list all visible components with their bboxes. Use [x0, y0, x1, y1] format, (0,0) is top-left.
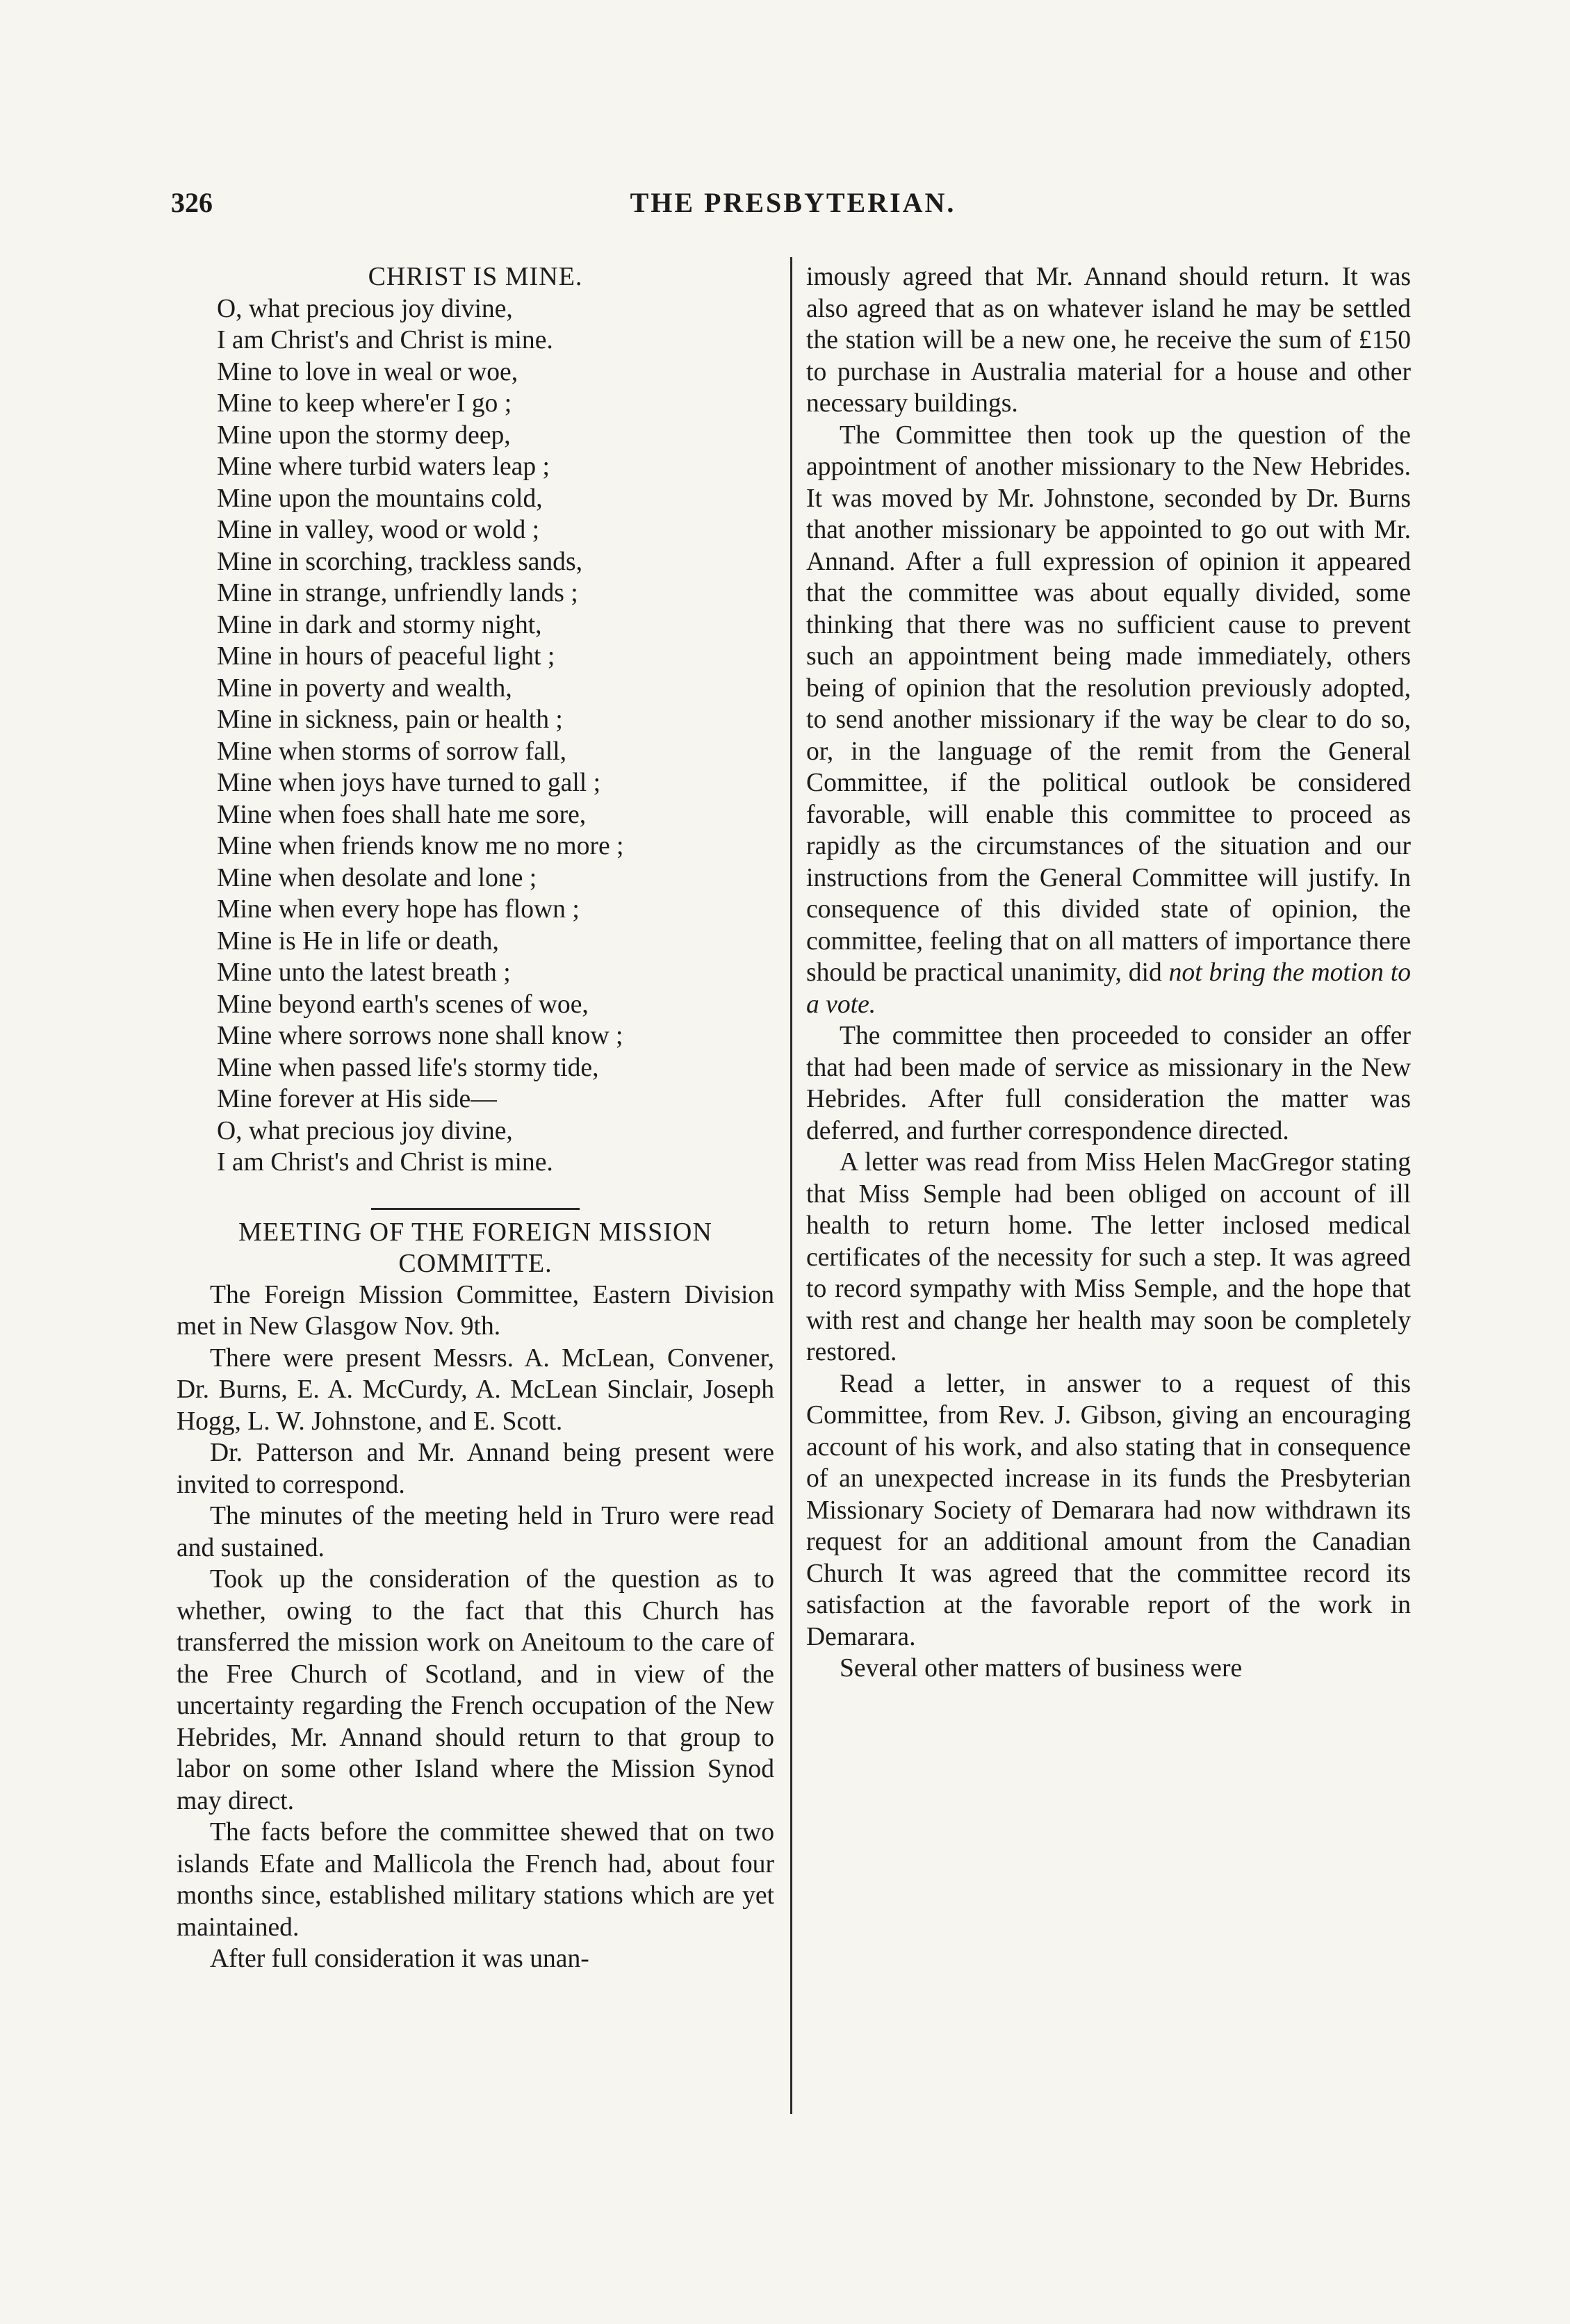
poem-line: O, what precious joy divine,	[217, 1116, 513, 1145]
poem-line: Mine where sorrows none shall know ;	[217, 1022, 623, 1050]
poem-line: Mine upon the stormy deep,	[217, 420, 511, 450]
paragraph-text: The Committee then took up the question of the appointment of another missionary to the New Hebrides. It was moved by Mr. Johnstone, seconded by Dr. Burns that another missionary be appointed to go out with Mr. Annand. After a full expression of opinion it appeared that the committee was about equally divided, some thinking that there was no sufficient cause to prevent such an appointment being made immediately, others being of opinion that the resolution previously adopted, to send another missionary if the way be clear to do so, or, in the language of the remit from the General Committee, if the political outlook be considered favorable, will enable this committee to proceed as rapidly as the circumstances of the situation and our instructions from the General Committee will justify. In consequence of this divided state of opinion, the committee, feeling that on all matters of importance there should be practical unanimity, did	[806, 420, 1411, 987]
poem-line: Mine when joys have turned to gall ;	[217, 769, 601, 797]
poem-title: CHRIST IS MINE.	[368, 262, 583, 291]
poem-line: Mine in sickness, pain or health ;	[217, 705, 563, 734]
column-divider	[790, 257, 792, 2114]
article-paragraph: The committee then proceeded to consider an offer that had been made of service as missionary in the New Hebrides. After full consideration the matter was deferred, and further correspondence directed.	[806, 1022, 1411, 1145]
poem-line: Mine in strange, unfriendly lands ;	[217, 579, 578, 607]
poem-line: Mine in scorching, trackless sands,	[217, 547, 582, 576]
article-paragraph: Took up the consideration of the question as to whether, owing to the fact that this Church has transferred the mission work on Aneitoum to the care of the Free Church of Scotland, and in view of the uncertainty regarding the French occupation of the New Hebrides, Mr. Annand should return to that group to labor on some other Island where the Mission Synod may direct.	[177, 1565, 774, 1815]
poem-line: Mine when passed life's stormy tide,	[217, 1053, 599, 1082]
running-title: THE PRESBYTERIAN.	[630, 187, 956, 218]
poem-line: Mine beyond earth's scenes of woe,	[217, 990, 589, 1019]
article-paragraph	[806, 420, 1411, 1021]
poem-line: I am Christ's and Christ is mine.	[217, 1148, 553, 1177]
article-paragraph: The Foreign Mission Committee, Eastern Division met in New Glasgow Nov. 9th.	[177, 1280, 774, 1341]
left-column	[177, 261, 774, 2138]
italic-text: not bring the motion to a vote.	[806, 958, 1411, 1019]
right-column	[806, 261, 1411, 2138]
article-paragraph: After full consideration it was unan-	[210, 1945, 589, 1973]
poem-line: O, what precious joy divine,	[217, 294, 513, 323]
poem-line: Mine to keep where'er I go ;	[217, 389, 512, 418]
poem-line: Mine upon the mountains cold,	[217, 484, 543, 513]
article-paragraph: The minutes of the meeting held in Truro were read and sustained.	[177, 1502, 774, 1562]
poem-line: Mine to love in weal or woe,	[217, 357, 518, 386]
poem-body	[177, 293, 774, 1179]
poem-line: Mine in dark and stormy night,	[217, 610, 542, 639]
poem-line: Mine is He in life or death,	[217, 926, 499, 956]
article-paragraph: Several other matters of business were	[840, 1654, 1243, 1683]
poem-line: Mine in hours of peaceful light ;	[217, 642, 555, 671]
page-number: 326	[171, 187, 213, 218]
article-paragraph: The facts before the committee shewed that on two islands Efate and Mallicola the French had, about four months since, established military stations which are yet maintained.	[177, 1818, 774, 1942]
article-paragraph-continued: imously agreed that Mr. Annand should return. It was also agreed that as on whatever island he may be settled the station will be a new one, he receive the sum of £150 to purchase in Australia material for a house and other necessary buildings.	[806, 263, 1411, 418]
poem-line: Mine when foes shall hate me sore,	[217, 800, 587, 829]
article-title: MEETING OF THE FOREIGN MISSION COMMITTE.	[238, 1217, 712, 1278]
page-header	[171, 186, 1415, 228]
article-paragraph: There were present Messrs. A. McLean, Convener, Dr. Burns, E. A. McCurdy, A. McLean Sinclair, Joseph Hogg, L. W. Johnstone, and E. Scott.	[177, 1343, 774, 1436]
poem-line: Mine when desolate and lone ;	[217, 863, 537, 892]
poem-line: Mine unto the latest breath ;	[217, 958, 511, 987]
poem-line: I am Christ's and Christ is mine.	[217, 326, 553, 354]
poem-line: Mine when every hope has flown ;	[217, 895, 580, 924]
article-paragraph: Read a letter, in answer to a request of this Committee, from Rev. J. Gibson, giving an encouraging account of his work, and also stating that in consequence of an unexpected increase in its funds the Presbyterian Missionary Society of Demarara had now withdrawn its request for an additional amount from the Canadian Church It was agreed that the committee record its satisfaction at the favorable report of the work in Demarara.	[806, 1369, 1411, 1651]
article-paragraph: Dr. Patterson and Mr. Annand being present were invited to correspond.	[177, 1439, 774, 1499]
poem-line: Mine forever at His side—	[217, 1085, 497, 1113]
poem-line: Mine in poverty and wealth,	[217, 673, 512, 703]
poem-line: Mine in valley, wood or wold ;	[217, 516, 540, 544]
poem-line: Mine where turbid waters leap ;	[217, 452, 550, 481]
poem-line: Mine when storms of sorrow fall,	[217, 737, 567, 766]
section-rule	[371, 1208, 580, 1210]
poem-line: Mine when friends know me no more ;	[217, 832, 624, 860]
article-paragraph: A letter was read from Miss Helen MacGregor stating that Miss Semple had been obliged on account of ill health to return home. The letter inclosed medical certificates of the necessity for such a step. It was agreed to record sympathy with Miss Semple, and the hope that with rest and change her health may soon be completely restored.	[806, 1148, 1411, 1366]
